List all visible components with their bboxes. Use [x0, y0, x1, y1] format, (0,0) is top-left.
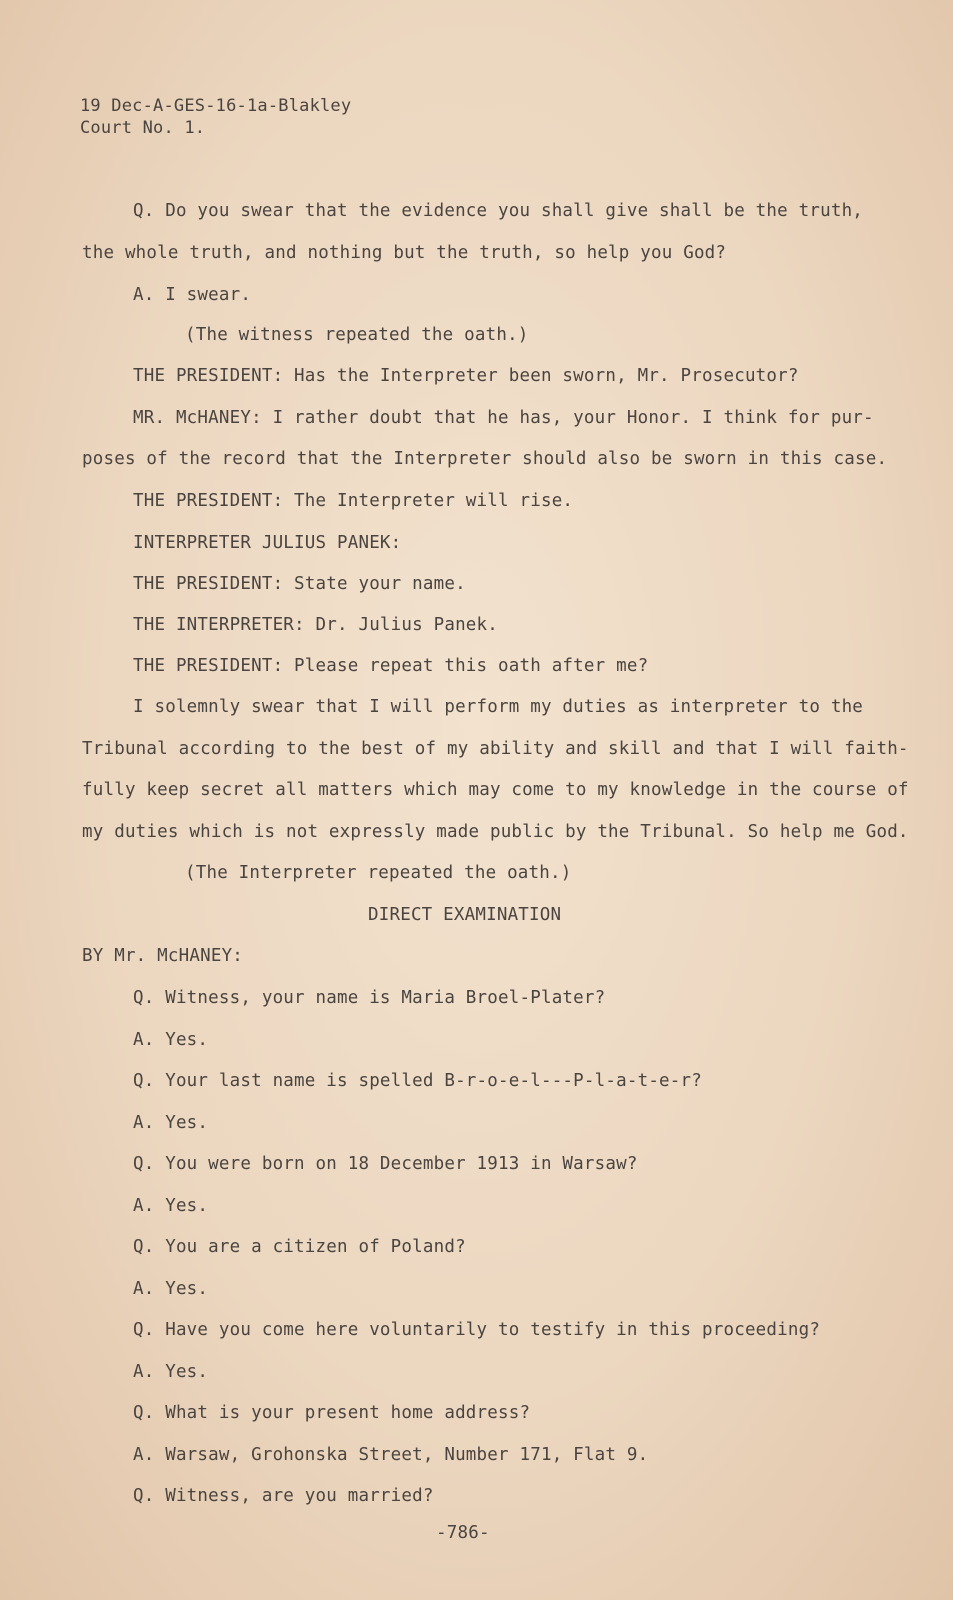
transcript-line: A. Yes.: [133, 1362, 209, 1382]
transcript-line: INTERPRETER JULIUS PANEK:: [133, 533, 402, 553]
transcript-line: poses of the record that the Interpreter should also be sworn in this case.: [82, 449, 888, 469]
transcript-line: my duties which is not expressly made public by the Tribunal. So help me God.: [82, 822, 909, 842]
transcript-line: A. Yes.: [133, 1196, 209, 1216]
transcript-line: A. I swear.: [133, 285, 252, 305]
section-heading: DIRECT EXAMINATION: [368, 905, 562, 925]
court-number: Court No. 1.: [80, 118, 206, 138]
transcript-line: Q. You are a citizen of Poland?: [133, 1237, 466, 1257]
transcript-line: A. Yes.: [133, 1279, 209, 1299]
transcript-line: Q. What is your present home address?: [133, 1403, 531, 1423]
transcript-line: Q. Do you swear that the evidence you shall give shall be the truth,: [133, 201, 864, 221]
transcript-line: Q. Have you come here voluntarily to testify in this proceeding?: [133, 1320, 821, 1340]
transcript-line: fully keep secret all matters which may come to my knowledge in the course of: [82, 780, 909, 800]
transcript-line: Q. Witness, are you married?: [133, 1486, 434, 1506]
transcript-line: A. Warsaw, Grohonska Street, Number 171, Flat 9.: [133, 1445, 649, 1465]
transcript-line: Q. Witness, your name is Maria Broel-Plater?: [133, 988, 606, 1008]
transcript-line: Q. Your last name is spelled B-r-o-e-l---P-l-a-t-e-r?: [133, 1071, 703, 1091]
transcript-line: the whole truth, and nothing but the truth, so help you God?: [82, 243, 727, 263]
transcript-line: Tribunal according to the best of my ability and skill and that I will faith-: [82, 739, 909, 759]
transcript-line: BY Mr. McHANEY:: [82, 946, 244, 966]
page-number: -786-: [436, 1523, 490, 1543]
transcript-line: A. Yes.: [133, 1030, 209, 1050]
transcript-line: (The witness repeated the oath.): [185, 325, 529, 345]
transcript-line: MR. McHANEY: I rather doubt that he has, your Honor. I think for pur-: [133, 408, 874, 428]
document-reference: 19 Dec-A-GES-16-1a-Blakley: [80, 96, 352, 116]
transcript-line: THE INTERPRETER: Dr. Julius Panek.: [133, 615, 499, 635]
transcript-line: THE PRESIDENT: Has the Interpreter been sworn, Mr. Prosecutor?: [133, 366, 799, 386]
transcript-line: Q. You were born on 18 December 1913 in Warsaw?: [133, 1154, 638, 1174]
transcript-line: I solemnly swear that I will perform my duties as interpreter to the: [133, 697, 864, 717]
transcript-line: THE PRESIDENT: Please repeat this oath after me?: [133, 656, 649, 676]
transcript-line: A. Yes.: [133, 1113, 209, 1133]
transcript-line: THE PRESIDENT: The Interpreter will rise.: [133, 491, 574, 511]
transcript-line: THE PRESIDENT: State your name.: [133, 574, 466, 594]
transcript-line: (The Interpreter repeated the oath.): [185, 863, 572, 883]
